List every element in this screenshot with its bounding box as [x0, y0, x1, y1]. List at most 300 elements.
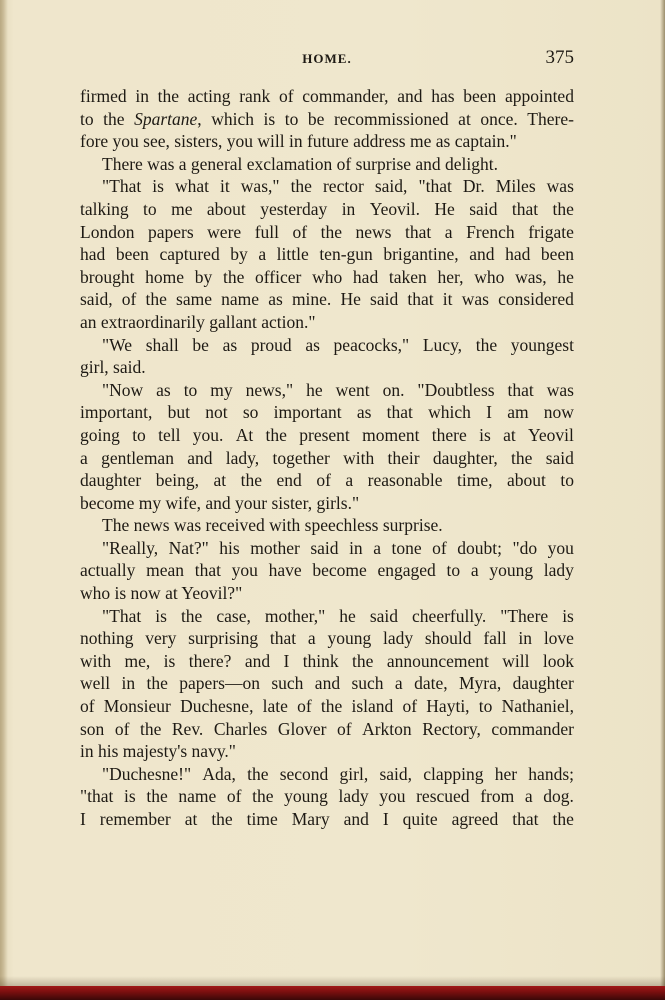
- word: Ada,: [202, 763, 236, 784]
- word: of: [292, 221, 308, 242]
- word: Spartane,: [134, 108, 202, 129]
- word: Dr.: [462, 176, 485, 197]
- word: together: [272, 447, 330, 468]
- word: lady: [543, 560, 574, 581]
- text-line-content: There was a general exclamation of surprise and delight.: [102, 153, 499, 174]
- word: love: [543, 628, 574, 649]
- word: what: [174, 176, 209, 197]
- text-line-content: an extraordinarily gallant action.": [80, 311, 316, 332]
- word: to: [143, 198, 157, 219]
- word: his: [219, 537, 240, 558]
- word: the: [211, 809, 233, 829]
- word: been: [540, 244, 574, 265]
- word: at: [184, 809, 198, 829]
- word: said: [545, 447, 574, 468]
- word: the: [146, 673, 168, 694]
- word: lady: [382, 628, 414, 649]
- word: the: [552, 809, 574, 829]
- word: rector: [322, 176, 364, 197]
- word: as: [222, 334, 238, 355]
- word: officer: [255, 266, 302, 287]
- word: the: [180, 605, 203, 626]
- word: Lucy,: [422, 334, 463, 355]
- text-line: [80, 808, 574, 831]
- word: that: [194, 560, 221, 581]
- word: daughter: [512, 673, 574, 694]
- word: was,": [240, 176, 280, 197]
- word: commander,: [302, 86, 389, 106]
- word: and: [314, 673, 341, 694]
- word: yesterday: [260, 198, 328, 219]
- word: "That: [102, 605, 142, 626]
- word: Rev.: [171, 718, 204, 739]
- word: and: [187, 447, 213, 468]
- word: tone: [391, 537, 422, 558]
- text-line: [80, 266, 574, 289]
- word: acting: [187, 86, 231, 106]
- word: Mary: [291, 809, 330, 829]
- text-line: [80, 85, 574, 108]
- word: be: [192, 334, 209, 355]
- text-line: [80, 695, 574, 718]
- word: Nat?": [168, 537, 209, 558]
- word: that: [407, 289, 434, 310]
- word: same: [176, 289, 212, 310]
- word: the: [320, 221, 343, 242]
- word: has: [431, 86, 455, 106]
- text-line-content: girl, said.: [80, 357, 146, 378]
- word: fall: [483, 628, 507, 649]
- text-line: [80, 469, 574, 492]
- word: proud: [250, 334, 292, 355]
- word: very: [145, 628, 177, 649]
- word: you: [379, 786, 406, 807]
- word: Monsieur: [103, 696, 171, 717]
- text-line: [80, 311, 574, 334]
- text-line: [80, 627, 574, 650]
- word: rank: [239, 86, 271, 106]
- word: had: [80, 244, 106, 265]
- word: son: [80, 718, 105, 739]
- word: to: [80, 108, 94, 129]
- word: young: [327, 628, 372, 649]
- word: moment: [362, 424, 420, 445]
- word: Miles: [495, 176, 536, 197]
- word: French: [466, 221, 515, 242]
- text-line: [80, 243, 574, 266]
- word: the: [240, 470, 263, 491]
- word: to: [560, 470, 574, 491]
- word: frigate: [528, 221, 574, 242]
- word: her,: [437, 266, 464, 287]
- word: "We: [102, 334, 133, 355]
- word: about: [206, 198, 246, 219]
- text-line: [80, 718, 574, 741]
- text-line-content: who is now at Yeovil?": [80, 583, 243, 604]
- word: and: [343, 809, 369, 829]
- word: the: [265, 424, 287, 445]
- word: the: [139, 718, 162, 739]
- word: news,": [245, 379, 294, 400]
- word: he: [339, 605, 356, 626]
- word: "That: [102, 176, 142, 197]
- word: a: [345, 470, 354, 491]
- word: mother: [250, 537, 300, 558]
- word: you.: [192, 424, 224, 445]
- gutter-shadow: [0, 0, 8, 1000]
- word: recommissioned: [333, 108, 449, 129]
- word: there: [431, 424, 467, 445]
- word: reasonable: [367, 470, 443, 491]
- word: such: [351, 673, 384, 694]
- word: by: [194, 266, 213, 287]
- word: actually: [80, 560, 136, 581]
- word: of: [226, 786, 242, 807]
- binding-shadow: [0, 976, 665, 986]
- body-text: [80, 85, 574, 831]
- word: were: [207, 221, 242, 242]
- word: surprising: [188, 628, 259, 649]
- word: a: [470, 560, 479, 581]
- word: am: [507, 402, 529, 423]
- word: London: [80, 221, 135, 242]
- word: that: [405, 221, 432, 242]
- word: he: [557, 266, 574, 287]
- word: is: [562, 605, 574, 626]
- word: as: [268, 289, 283, 310]
- word: was: [461, 289, 489, 310]
- running-head: [80, 47, 574, 71]
- text-line: [80, 785, 574, 808]
- word: girl,: [339, 763, 369, 784]
- word: that: [269, 628, 297, 649]
- word: said,: [379, 763, 413, 784]
- word: been: [115, 244, 149, 265]
- word: in: [349, 537, 363, 558]
- word: late: [262, 696, 288, 717]
- word: "Doubtless: [417, 379, 495, 400]
- word: case,: [216, 605, 251, 626]
- text-line: [80, 401, 574, 424]
- word: captured: [159, 244, 220, 265]
- word: name: [178, 786, 217, 807]
- word: remember: [99, 809, 171, 829]
- word: of: [278, 86, 294, 106]
- word: is: [124, 786, 136, 807]
- word: shall: [145, 334, 179, 355]
- word: "Now: [102, 379, 144, 400]
- word: become: [312, 560, 367, 581]
- word: Duchesne,: [180, 696, 254, 717]
- word: went: [335, 379, 370, 400]
- word: I: [486, 402, 492, 423]
- word: to: [183, 379, 198, 400]
- word: I: [382, 809, 389, 829]
- word: a: [444, 221, 453, 242]
- word: I: [283, 650, 290, 671]
- word: you: [547, 537, 574, 558]
- text-line-content: become my wife, and your sister, girls.": [80, 492, 360, 513]
- word: said,: [374, 176, 408, 197]
- word: of: [432, 537, 447, 558]
- text-line: [80, 492, 574, 515]
- word: "Duchesne!": [102, 763, 192, 784]
- word: my: [210, 379, 233, 400]
- word: be: [307, 108, 325, 129]
- word: from: [480, 786, 515, 807]
- word: been: [463, 86, 497, 106]
- word: he: [306, 379, 323, 400]
- word: home: [145, 266, 185, 287]
- word: mother,": [264, 605, 326, 626]
- word: about: [506, 470, 546, 491]
- word: Glover: [277, 718, 327, 739]
- word: papers—on: [179, 673, 260, 694]
- word: will: [502, 650, 530, 671]
- text-line: [80, 740, 574, 763]
- word: "There: [500, 605, 549, 626]
- word: by: [230, 244, 248, 265]
- word: once.: [480, 108, 518, 129]
- text-line: [80, 334, 574, 357]
- word: lady,: [225, 447, 260, 468]
- word: daughter,: [432, 447, 498, 468]
- word: brigantine,: [383, 244, 459, 265]
- word: mine.: [291, 289, 332, 310]
- word: was: [546, 379, 574, 400]
- word: to: [478, 696, 493, 717]
- word: said: [310, 537, 339, 558]
- word: it: [442, 289, 453, 310]
- word: mean: [146, 560, 184, 581]
- word: the: [320, 696, 343, 717]
- word: important,: [80, 402, 153, 423]
- word: Nathaniel,: [501, 696, 574, 717]
- text-line: [80, 514, 574, 537]
- word: in: [341, 198, 356, 219]
- word: a: [373, 537, 381, 558]
- word: of: [297, 696, 312, 717]
- word: as: [305, 334, 320, 355]
- word: name: [221, 289, 260, 310]
- word: a: [307, 628, 316, 649]
- word: talking: [80, 198, 129, 219]
- word: is: [163, 650, 176, 671]
- word: to: [446, 560, 461, 581]
- word: have: [268, 560, 302, 581]
- word: the: [511, 447, 533, 468]
- word: a: [394, 673, 403, 694]
- word: was,: [515, 266, 547, 287]
- word: you: [231, 560, 258, 581]
- text-line: [80, 763, 574, 786]
- page-edge-shadow: [660, 0, 665, 1000]
- word: look: [542, 650, 574, 671]
- word: lady: [338, 786, 369, 807]
- word: quite: [402, 809, 438, 829]
- word: said: [370, 289, 399, 310]
- word: well: [80, 673, 111, 694]
- word: is: [152, 176, 164, 197]
- word: of: [114, 718, 130, 739]
- word: there?: [188, 650, 232, 671]
- text-line: [80, 198, 574, 221]
- word: At: [235, 424, 254, 445]
- word: commander: [491, 718, 574, 739]
- word: which: [211, 108, 254, 129]
- word: clapping: [423, 763, 484, 784]
- word: announcement: [386, 650, 489, 671]
- word: young: [284, 786, 328, 807]
- text-line: [80, 356, 574, 379]
- word: which: [428, 402, 471, 423]
- word: date,: [414, 673, 448, 694]
- word: said: [469, 198, 498, 219]
- word: was: [546, 176, 574, 197]
- word: island: [351, 696, 394, 717]
- text-line-content: in his majesty's navy.": [80, 741, 236, 762]
- word: considered: [498, 289, 574, 310]
- word: the: [247, 763, 269, 784]
- word: a: [258, 244, 267, 265]
- word: "that: [418, 176, 452, 197]
- word: nothing: [80, 628, 134, 649]
- book-binding-edge: [0, 986, 665, 1000]
- word: hands;: [528, 763, 574, 784]
- word: "that: [80, 786, 114, 807]
- word: and: [397, 86, 423, 106]
- word: me: [171, 198, 193, 219]
- word: who: [312, 266, 343, 287]
- word: so: [242, 402, 259, 423]
- word: that: [512, 809, 539, 829]
- word: Hayti,: [426, 696, 470, 717]
- word: in: [121, 673, 136, 694]
- word: but: [167, 402, 191, 423]
- word: firmed: [80, 86, 127, 106]
- text-line: [80, 288, 574, 311]
- word: who: [474, 266, 505, 287]
- word: is: [479, 424, 491, 445]
- running-head-title: HOME.: [302, 51, 352, 66]
- text-line: [80, 379, 574, 402]
- word: full: [254, 221, 280, 242]
- word: engaged: [377, 560, 436, 581]
- page-number: 375: [545, 47, 574, 68]
- word: as: [156, 379, 171, 400]
- word: the: [475, 334, 498, 355]
- word: her: [494, 763, 518, 784]
- word: of: [121, 289, 137, 310]
- word: rescued: [416, 786, 470, 807]
- word: going: [80, 424, 120, 445]
- text-line: [80, 221, 574, 244]
- word: at: [458, 108, 471, 129]
- word: the: [103, 108, 125, 129]
- word: said: [369, 605, 399, 626]
- word: the: [552, 198, 574, 219]
- word: the: [146, 786, 168, 807]
- text-line: [80, 175, 574, 198]
- word: of: [80, 696, 95, 717]
- word: to: [132, 424, 146, 445]
- text-line: [80, 130, 574, 153]
- word: important: [273, 402, 342, 423]
- text-line-content: fore you see, sisters, you will in future address me as captain.": [80, 131, 517, 152]
- word: "Really,: [102, 537, 159, 558]
- word: papers: [147, 221, 194, 242]
- word: time,: [457, 470, 493, 491]
- word: that: [386, 402, 413, 423]
- word: not: [205, 402, 228, 423]
- word: taken: [388, 266, 427, 287]
- word: of: [316, 470, 331, 491]
- word: the: [352, 650, 374, 671]
- word: at: [213, 470, 227, 491]
- word: Rectory,: [422, 718, 481, 739]
- word: second: [279, 763, 329, 784]
- word: said,: [80, 289, 113, 310]
- word: me,: [124, 650, 151, 671]
- word: to: [284, 108, 299, 129]
- word: news: [355, 221, 392, 242]
- text-line: [80, 605, 574, 628]
- word: had: [505, 244, 531, 265]
- word: now: [543, 402, 574, 423]
- word: Yeovil.: [369, 198, 420, 219]
- word: a: [80, 447, 88, 468]
- word: little: [276, 244, 309, 265]
- word: the: [252, 786, 274, 807]
- word: brought: [80, 266, 135, 287]
- word: think: [302, 650, 339, 671]
- word: the: [222, 266, 245, 287]
- word: ten-gun: [319, 244, 373, 265]
- word: had: [352, 266, 379, 287]
- text-line: [80, 424, 574, 447]
- word: present: [299, 424, 350, 445]
- text-line: [80, 447, 574, 470]
- word: appointed: [504, 86, 574, 106]
- word: and: [244, 650, 271, 671]
- word: is: [155, 605, 167, 626]
- word: in: [518, 628, 533, 649]
- text-line: [80, 559, 574, 582]
- word: peacocks,": [333, 334, 410, 355]
- word: youngest: [510, 334, 574, 355]
- word: He: [434, 198, 455, 219]
- word: at: [503, 424, 516, 445]
- word: is: [263, 108, 276, 129]
- word: being,: [155, 470, 199, 491]
- word: tell: [158, 424, 181, 445]
- word: of: [336, 718, 352, 739]
- word: and: [469, 244, 495, 265]
- word: it: [220, 176, 230, 197]
- word: I: [80, 809, 86, 829]
- word: a: [524, 786, 533, 807]
- word: their: [387, 447, 420, 468]
- word: with: [80, 650, 112, 671]
- text-line: [80, 672, 574, 695]
- word: gentleman: [101, 447, 174, 468]
- word: "do: [512, 537, 538, 558]
- word: as: [356, 402, 372, 423]
- word: on.: [382, 379, 405, 400]
- word: doubt;: [457, 537, 502, 558]
- word: Arkton: [362, 718, 412, 739]
- text-line: [80, 582, 574, 605]
